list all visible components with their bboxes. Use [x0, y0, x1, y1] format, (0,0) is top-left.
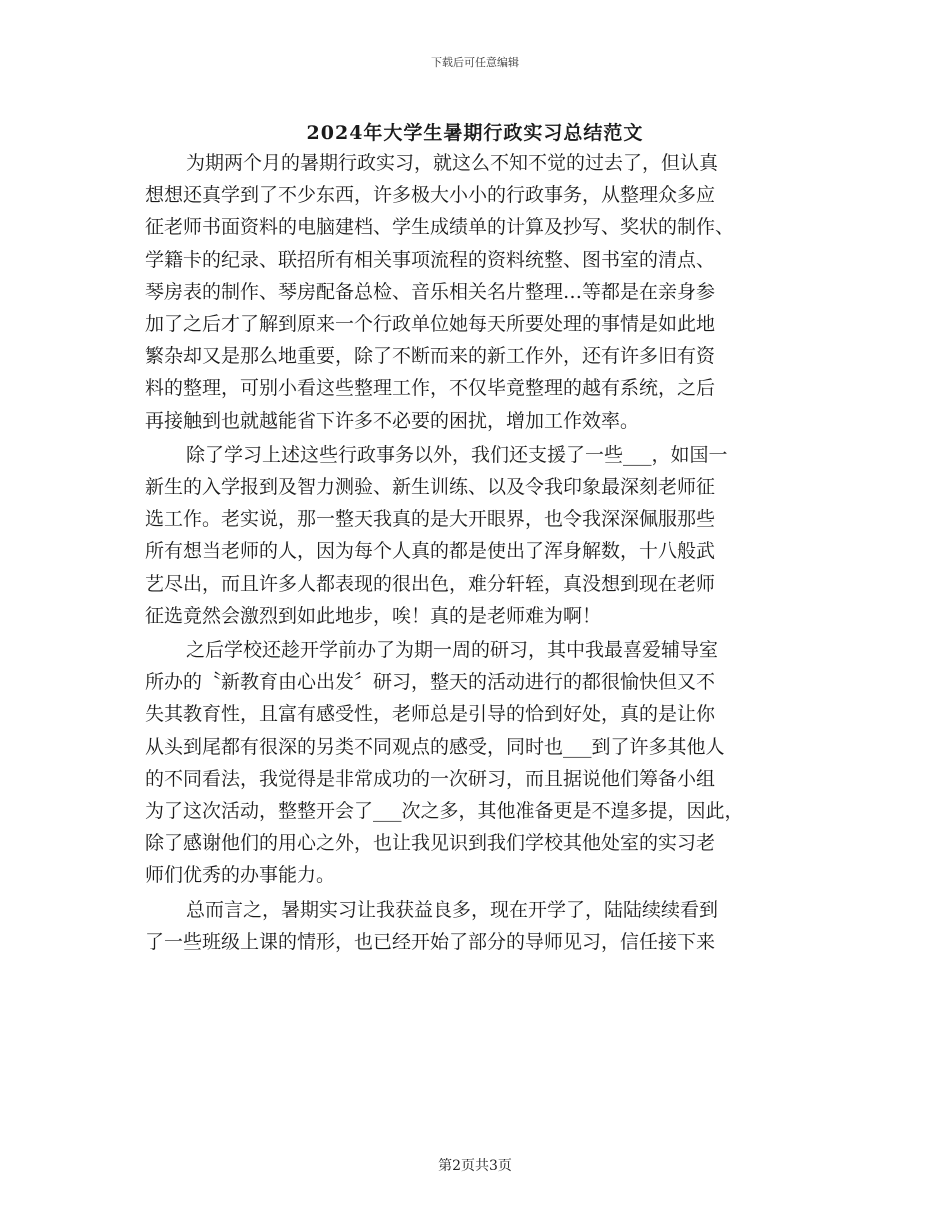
text-line: 所有想当老师的人，因为每个人真的都是使出了浑身解数，十八般武 [145, 540, 716, 563]
text-line: 失其教育性，且富有感受性，老师总是引导的恰到好处，真的是让你 [145, 703, 716, 726]
text-line: 师们优秀的办事能力。 [145, 864, 336, 887]
text-line: 总而言之，暑期实习让我获益良多，现在开学了，陆陆续续看到 [186, 898, 719, 921]
text-line: 料的整理，可别小看这些整理工作，不仅毕竟整理的越有系统，之后 [145, 377, 716, 400]
text-line: 新生的入学报到及智力测验、新生训练、以及令我印象最深刻老师征 [145, 476, 716, 499]
header-note: 下载后可任意编辑 [431, 56, 519, 69]
text-line: 繁杂却又是那么地重要，除了不断而来的新工作外，还有许多旧有资 [145, 345, 716, 368]
text-line: 除了学习上述这些行政事务以外，我们还支援了一些___，如国一 [186, 443, 728, 466]
paragraph-4 [145, 894, 805, 958]
text-line: 所办的〝新教育由心出发〞研习，整天的活动进行的都很愉快但又不 [145, 671, 716, 694]
text-line: 征老师书面资料的电脑建档、学生成绩单的计算及抄写、奖状的制作、 [145, 216, 735, 239]
paragraph-2 [145, 439, 805, 632]
text-line: 的不同看法，我觉得是非常成功的一次研习，而且据说他们筹备小组 [145, 767, 716, 790]
text-line: 再接触到也就越能省下许多不必要的困扰，增加工作效率。 [145, 409, 640, 432]
text-line: 琴房表的制作、琴房配备总检、音乐相关名片整理…等都是在亲身参 [145, 280, 716, 303]
text-line: 艺尽出，而且许多人都表现的很出色，难分轩轾，真没想到现在老师 [145, 572, 716, 595]
text-line: 想想还真学到了不少东西，许多极大小小的行政事务，从整理众多应 [145, 184, 716, 207]
text-line: 了一些班级上课的情形，也已经开始了部分的导师见习，信任接下来 [145, 930, 716, 953]
document-title: 2024年大学生暑期行政实习总结范文 [306, 122, 644, 144]
text-line: 之后学校还趁开学前办了为期一周的研习，其中我最喜爱辅导室 [186, 639, 719, 662]
text-line: 征选竟然会激烈到如此地步，唉！真的是老师难为啊！ [145, 604, 602, 627]
document-body [145, 147, 805, 960]
text-line: 为了这次活动，整整开会了___次之多，其他准备更是不遑多提，因此， [145, 800, 744, 823]
text-line: 从头到尾都有很深的另类不同观点的感受，同时也___到了许多其他人 [145, 735, 725, 758]
paragraph-1 [145, 147, 805, 437]
paragraph-3 [145, 634, 805, 892]
page-number-footer: 第2页共3页 [438, 1158, 512, 1174]
text-line: 选工作。老实说，那一整天我真的是大开眼界，也令我深深佩服那些 [145, 508, 716, 531]
text-line: 学籍卡的纪录、联招所有相关事项流程的资料统整、图书室的清点、 [145, 248, 716, 271]
text-line: 除了感谢他们的用心之外，也让我见识到我们学校其他处室的实习老 [145, 832, 716, 855]
text-line: 为期两个月的暑期行政实习，就这么不知不觉的过去了，但认真 [186, 152, 719, 174]
text-line: 加了之后才了解到原来一个行政单位她每天所要处理的事情是如此地 [145, 313, 716, 336]
